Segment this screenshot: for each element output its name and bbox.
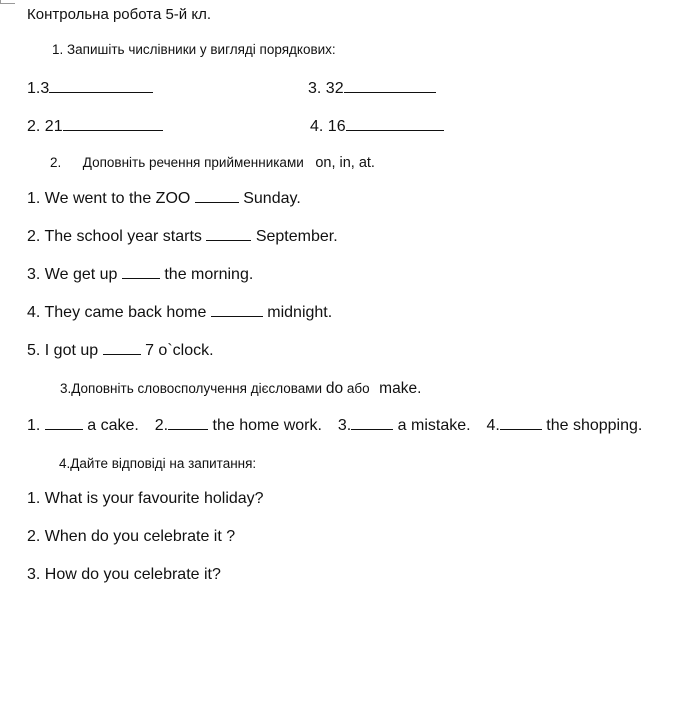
task3-word-do: do: [325, 380, 344, 397]
task3-phrases: [27, 417, 642, 435]
sentence-text: midnight.: [267, 304, 333, 321]
sentence-text: 3. We get up: [27, 266, 118, 283]
answer-blank: [63, 118, 163, 131]
sentence-text: 2. The school year starts: [27, 228, 202, 245]
task3-heading-text: 3.Доповніть словосполучення дієсловами: [60, 381, 323, 396]
task2-heading: [50, 155, 375, 171]
task1-heading: 1. Запишіть числівники у вигляді порядкових:: [52, 42, 336, 57]
task2-sentence-2: [27, 228, 338, 246]
task1-item-2: [27, 118, 163, 136]
task3-heading: [60, 380, 421, 398]
task4-question-1: 1. What is your favourite holiday?: [27, 490, 264, 507]
sentence-text: the morning.: [164, 266, 254, 283]
task4-heading: 4.Дайте відповіді на запитання:: [59, 456, 257, 471]
sentence-text: 5. I got up: [27, 342, 99, 359]
answer-blank: [45, 417, 83, 430]
task1-item-4: [310, 118, 444, 136]
answer-blank: [351, 417, 393, 430]
task3-word-or: або: [346, 381, 370, 396]
task1-item-label: 4. 16: [310, 118, 346, 135]
task2-sentence-5: [27, 342, 214, 360]
task4-question-3: 3. How do you celebrate it?: [27, 566, 221, 583]
page-corner-mark: [0, 0, 15, 4]
task2-sentence-3: [27, 266, 253, 284]
answer-blank: [346, 118, 444, 131]
worksheet-title: Контрольна робота 5-й кл.: [27, 6, 211, 23]
sentence-text: 7 o`clock.: [145, 342, 214, 359]
task1-item-1: [27, 80, 153, 98]
phrase-2: 2. the home work.: [154, 417, 322, 434]
task2-sentence-1: [27, 190, 301, 208]
task2-heading-words: on, in, at.: [315, 155, 375, 171]
task1-item-label: 1.3: [27, 80, 50, 97]
answer-blank: [211, 304, 263, 317]
answer-blank: [500, 417, 542, 430]
sentence-text: Sunday.: [243, 190, 301, 207]
task3-word-make: make.: [379, 380, 422, 397]
sentence-text: 1. We went to the ZOO: [27, 190, 191, 207]
answer-blank: [344, 80, 436, 93]
task2-heading-text: Доповніть речення прийменниками: [82, 155, 304, 170]
answer-blank: [168, 417, 208, 430]
answer-blank: [206, 228, 251, 241]
answer-blank: [195, 190, 239, 203]
answer-blank: [49, 80, 153, 93]
task4-question-2: 2. When do you celebrate it ?: [27, 528, 236, 545]
phrase-1: 1. a cake.: [27, 417, 139, 434]
answer-blank: [122, 266, 160, 279]
task2-heading-number: 2.: [50, 155, 62, 170]
task1-item-label: 2. 21: [27, 118, 63, 135]
answer-blank: [103, 342, 141, 355]
task2-sentence-4: [27, 304, 332, 322]
phrase-4: 4. the shopping.: [486, 417, 643, 434]
phrase-3: 3. a mistake.: [337, 417, 471, 434]
sentence-text: 4. They came back home: [27, 304, 207, 321]
task1-item-label: 3. 32: [308, 80, 344, 97]
sentence-text: September.: [255, 228, 338, 245]
task1-item-3: [308, 80, 436, 98]
